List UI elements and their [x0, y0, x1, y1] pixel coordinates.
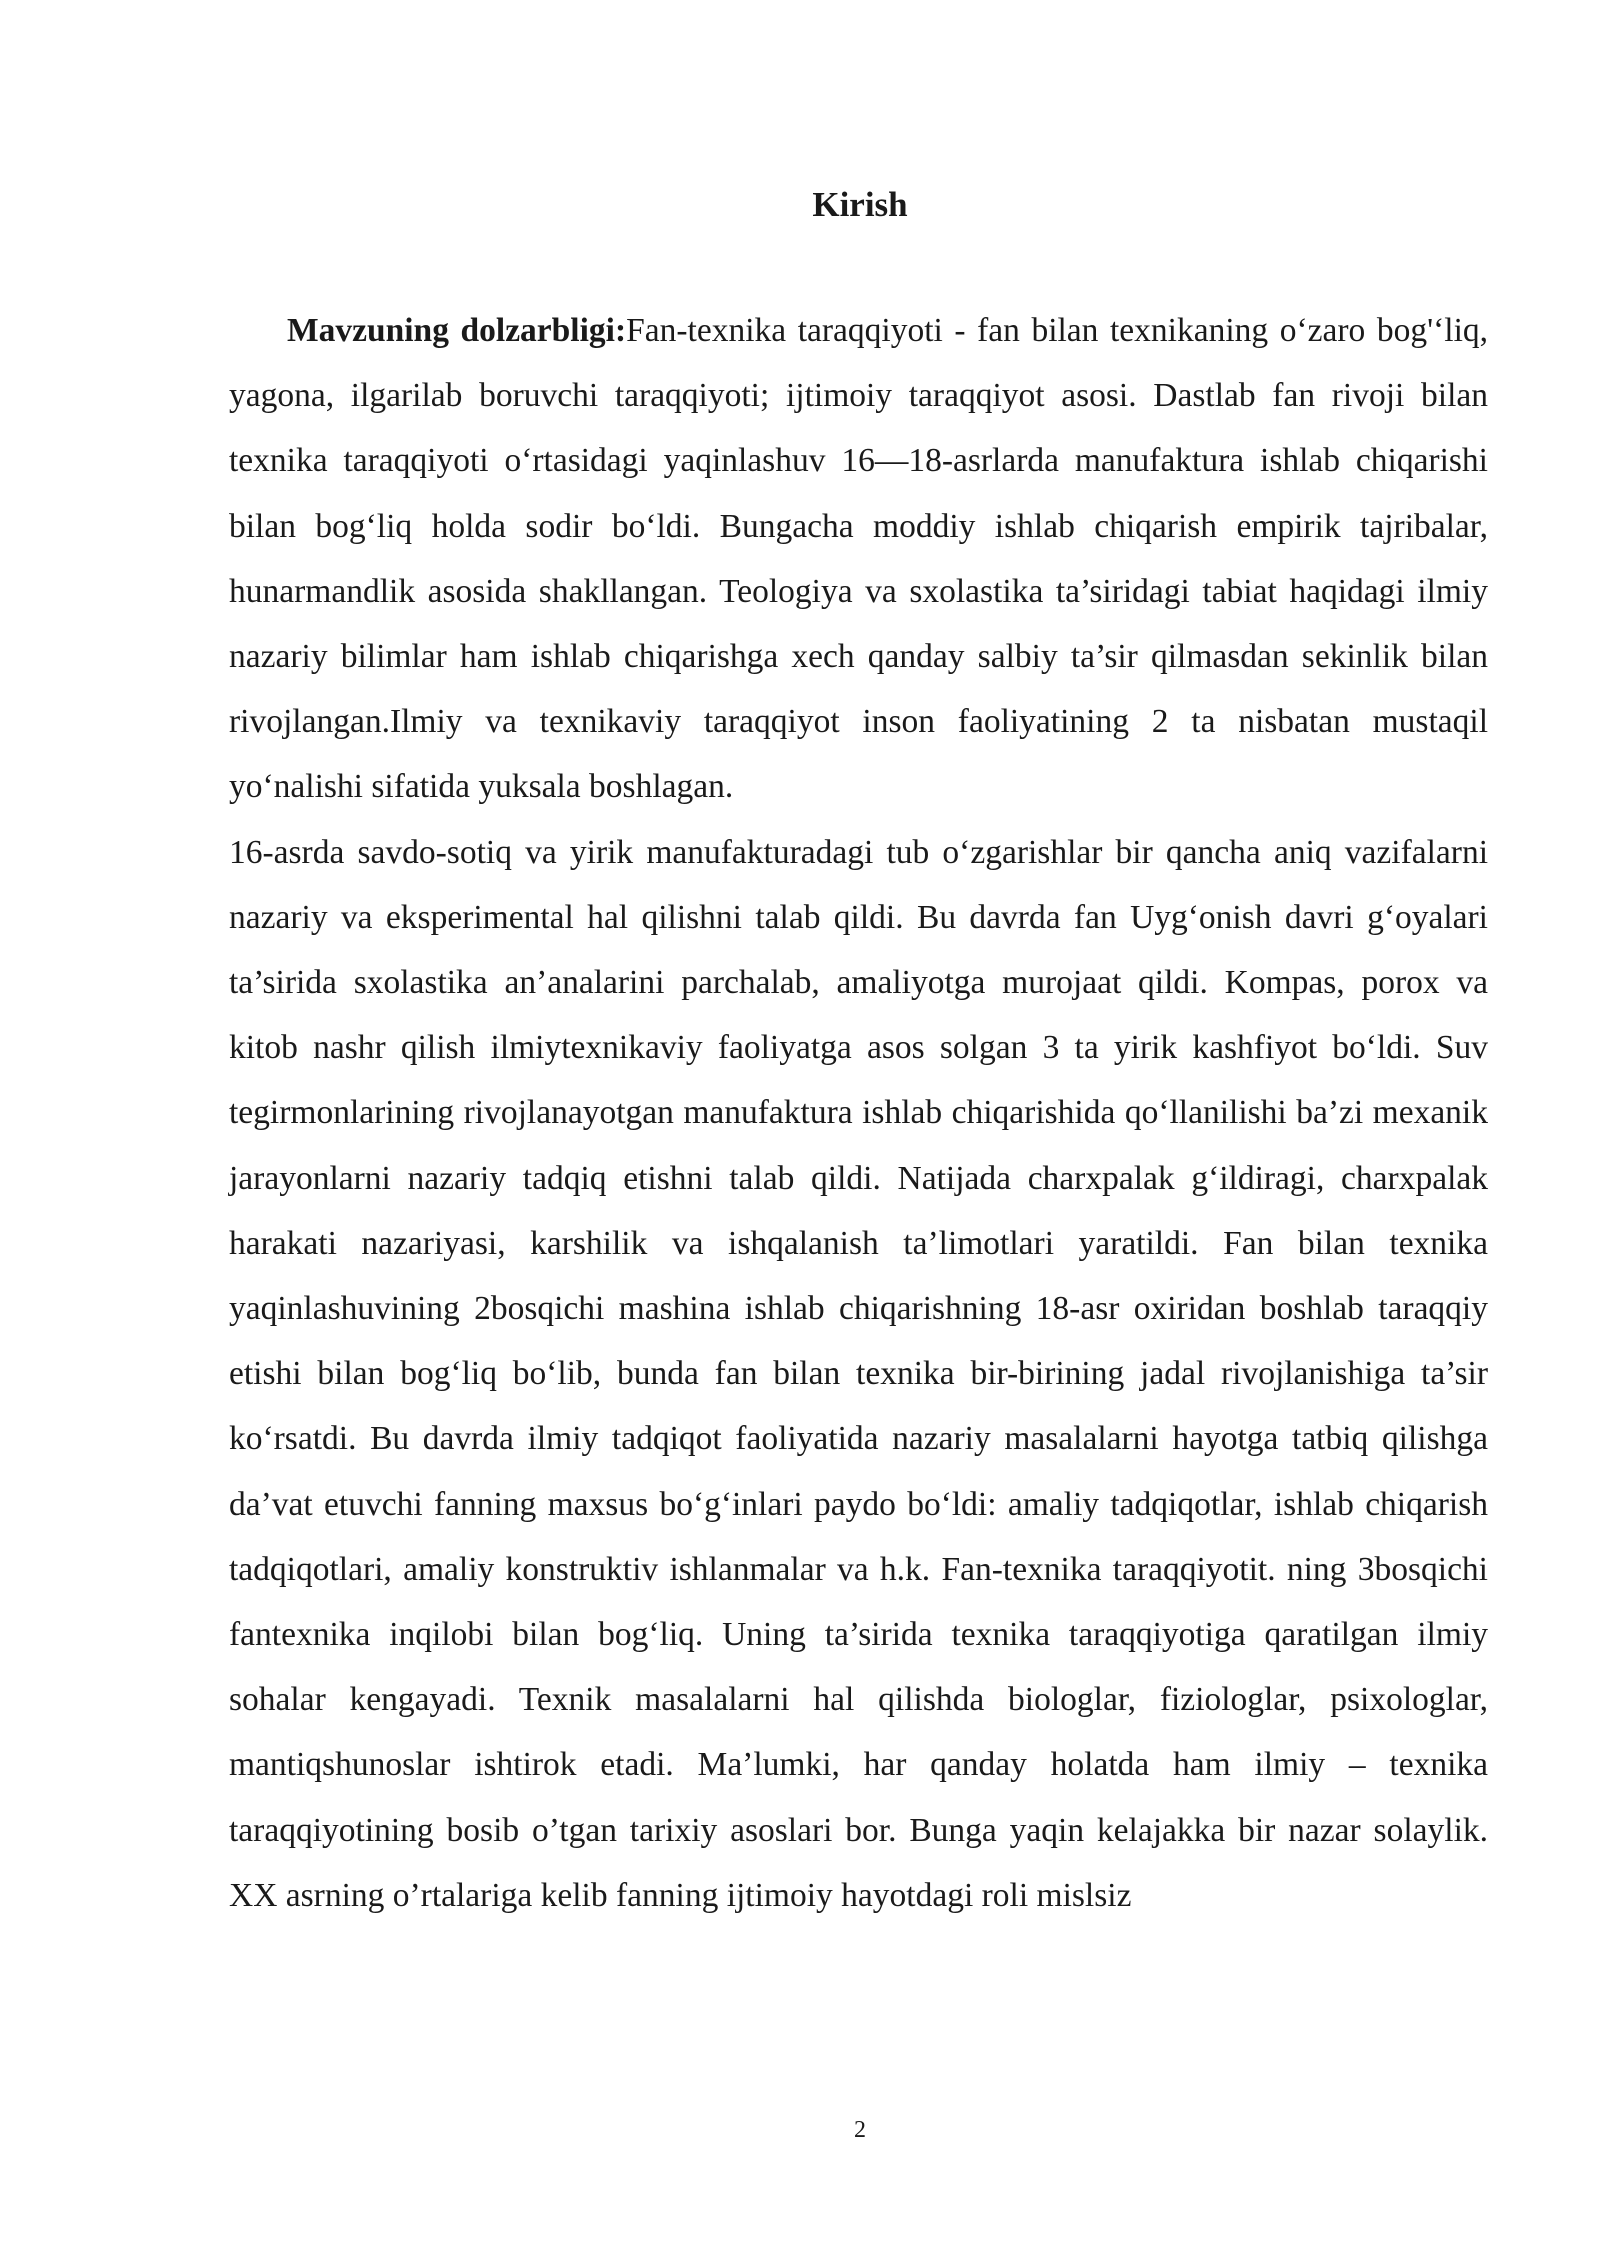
- paragraph-relevance: [229, 298, 1488, 820]
- page-title: Kirish: [812, 185, 908, 224]
- paragraph-history: 16-asrda savdo-sotiq va yirik manufakturadagi tub o‘zgarishlar bir qancha aniq vazifalarni nazariy va eksperimental hal qilishni talab qildi. Bu davrda fan Uyg‘onish davri g‘oyalari ta’sirida sxolastika an’analarini parchalab, amaliyotga murojaat qildi. Kompas, porox va kitob nashr qilish ilmiytexnikaviy faoliyatga asos solgan 3 ta yirik kashfiyot bo‘ldi. Suv tegirmonlarining rivojlanayotgan manufaktura ishlab chiqarishida qo‘llanilishi ba’zi mexanik jarayonlarni nazariy tadqiq etishni talab qildi. Natijada charxpalak g‘ildiragi, charxpalak harakati nazariyasi, karshilik va ishqalanish ta’limotlari yaratildi. Fan bilan texnika yaqinlashuvining 2bosqichi mashina ishlab chiqarishning 18-asr oxiridan boshlab taraqqiy etishi bilan bog‘liq bo‘lib, bunda fan bilan texnika bir-birining jadal rivojlanishiga ta’sir ko‘rsatdi. Bu davrda ilmiy tadqiqot faoliyatida nazariy masalalarni hayotga tatbiq qilishga da’vat etuvchi fanning maxsus bo‘g‘inlari paydo bo‘ldi: amaliy tadqiqotlar, ishlab chiqarish tadqiqotlari, amaliy konstruktiv ishlanmalar va h.k. Fan-texnika taraqqiyotit. ning 3bosqichi fantexnika inqilobi bilan bog‘liq. Uning ta’sirida texnika taraqqiyotiga qaratilgan ilmiy sohalar kengayadi. Texnik masalalarni hal qilishda biologlar, fiziologlar, psixologlar, mantiqshunoslar ishtirok etadi. Ma’lumki, har qanday holatda ham ilmiy – texnika taraqqiyotining bosib o’tgan tarixiy asoslari bor. Bunga yaqin kelajakka bir nazar solaylik. XX asrning o’rtalariga kelib fanning ijtimoiy hayotdagi roli mislsiz: [229, 833, 1488, 1914]
- paragraph-lead: Mavzuning dolzarbligi:: [287, 312, 627, 349]
- body-text: [229, 298, 1488, 1928]
- paragraph-text: Fan-texnika taraqqiyoti - fan bilan texnikaning o‘zaro bog'‘liq, yagona, ilgarilab boruvchi taraqqiyoti; ijtimoiy taraqqiyot asosi. Dastlab fan rivoji bilan texnika taraqqiyoti o‘rtasidagi yaqinlashuv 16—18-asrlarda manufaktura ishlab chiqarishi bilan bog‘liq holda sodir bo‘ldi. Bungacha moddiy ishlab chiqarish empirik tajribalar, hunarmandlik asosida shakllangan. Teologiya va sxolastika ta’siridagi tabiat haqidagi ilmiy nazariy bilimlar ham ishlab chiqarishga xech qanday salbiy ta’sir qilmasdan sekinlik bilan rivojlangan.Ilmiy va texnikaviy taraqqiyot inson faoliyatining 2 ta nisbatan mustaqil yo‘nalishi sifatida yuksala boshlagan.: [229, 312, 1489, 806]
- page-number: 2: [854, 2117, 866, 2143]
